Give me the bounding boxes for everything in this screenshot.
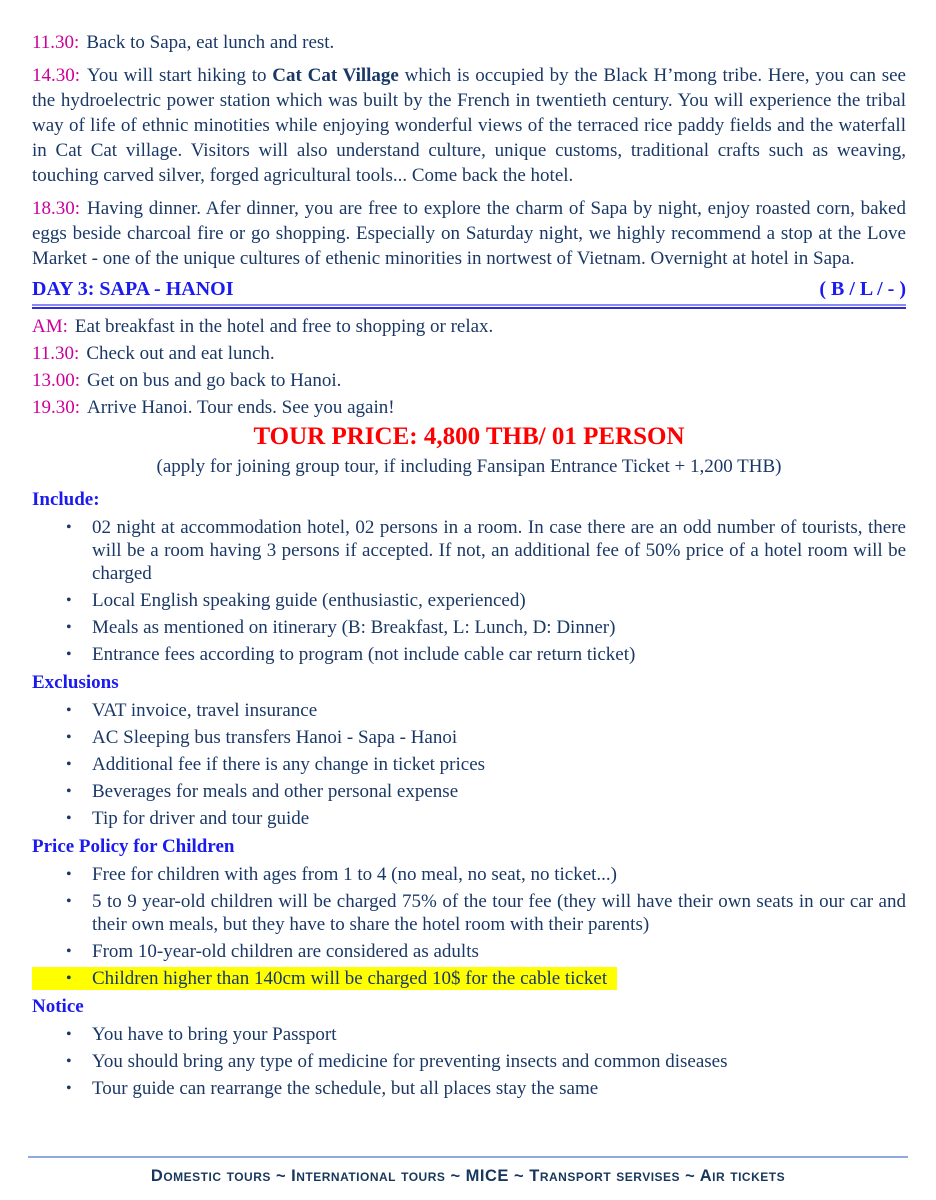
section-heading-notice: Notice [32, 996, 84, 1017]
list-item [32, 780, 906, 803]
list-item [32, 726, 906, 749]
exclusions-list [32, 699, 906, 830]
list-item [32, 699, 906, 722]
list-item-text: • 5 to 9 year-old children will be charged 75% of the tour fee (they will have their own seats in our car and their own meals, but they have to share the hotel room with their parents) [92, 891, 906, 935]
tour-price-note: (apply for joining group tour, if including Fansipan Entrance Ticket + 1,200 THB) [156, 456, 782, 477]
price-policy-list [32, 863, 906, 990]
list-item [32, 1050, 906, 1073]
list-item-text: • VAT invoice, travel insurance [92, 700, 318, 721]
itinerary-entry [32, 63, 906, 188]
list-item [32, 753, 906, 776]
itinerary-entry [32, 30, 906, 55]
section-heading-exclusions: Exclusions [32, 672, 119, 693]
list-item-text: • Children higher than 140cm will be charged 10$ for the cable ticket [92, 968, 608, 989]
list-item [32, 1023, 906, 1046]
time-label: 14.30: [32, 65, 81, 86]
entry-text: Eat breakfast in the hotel and free to shopping or relax. [74, 316, 494, 337]
include-list [32, 516, 906, 666]
day-3-header [32, 277, 906, 304]
list-item-text: • Additional fee if there is any change in ticket prices [92, 754, 486, 775]
list-item-text: • Tour guide can rearrange the schedule, but all places stay the same [92, 1078, 599, 1099]
itinerary-entry [32, 341, 906, 366]
list-item-text: • Entrance fees according to program (not include cable car return ticket) [92, 644, 636, 665]
highlighted-list-item [32, 967, 617, 990]
day-header-underline [32, 304, 906, 309]
time-label: 18.30: [32, 198, 81, 219]
list-item [32, 890, 906, 936]
list-item-text: • Free for children with ages from 1 to 4 (no meal, no seat, no ticket...) [92, 864, 617, 885]
list-item [32, 1077, 906, 1100]
time-label: 11.30: [32, 343, 80, 364]
list-item-text: • 02 night at accommodation hotel, 02 persons in a room. In case there are an odd number of tourists, there will be a room having 3 persons if accepted. If not, an additional fee of 50% price of a hotel room will be charged [92, 517, 906, 584]
itinerary-entry [32, 395, 906, 420]
entry-text: Get on bus and go back to Hanoi. [87, 370, 342, 391]
time-label: AM: [32, 316, 68, 337]
meal-plan: ( B / L / - ) [819, 278, 906, 300]
list-item-text: • You have to bring your Passport [92, 1024, 337, 1045]
list-item-text: • You should bring any type of medicine for preventing insects and common diseases [92, 1051, 728, 1072]
entry-text: Check out and eat lunch. [86, 343, 275, 364]
tour-price-title: TOUR PRICE: 4,800 THB/ 01 PERSON [253, 423, 685, 450]
itinerary-entry [32, 368, 906, 393]
notice-list [32, 1023, 906, 1100]
itinerary-entry [32, 196, 906, 271]
list-item-text: • Local English speaking guide (enthusiastic, experienced) [92, 590, 526, 611]
footer-divider-line [28, 1156, 908, 1158]
entry-text: Back to Sapa, eat lunch and rest. [86, 32, 335, 53]
list-item-text: • Tip for driver and tour guide [92, 808, 310, 829]
list-item [32, 807, 906, 830]
entry-text: Arrive Hanoi. Tour ends. See you again! [87, 397, 395, 418]
day-title: DAY 3: SAPA - HANOI [32, 278, 234, 300]
page-footer [28, 1156, 908, 1186]
itinerary-entry [32, 314, 906, 339]
place-name-bold: Cat Cat Village [272, 65, 399, 86]
list-item-text: • AC Sleeping bus transfers Hanoi - Sapa - Hanoi [92, 727, 458, 748]
list-item [32, 863, 906, 886]
list-item-text: • Beverages for meals and other personal expense [92, 781, 459, 802]
list-item [32, 589, 906, 612]
entry-text: which is occupied by the Black H’mong tribe. Here, you can see the hydroelectric power station which was built by the French in twentieth century. You will experience the tribal way of life of ethnic minotities while enjoying wonderful views of the terraced rice paddy fields and the waterfall in Cat Cat village. Visitors will also understand culture, unique customs, traditional crafts such as weaving, touching carved silver, forged agricultural tools... Come back the hotel. [32, 65, 906, 186]
entry-text: You will start hiking to [87, 65, 273, 86]
time-label: 13.00: [32, 370, 81, 391]
day-3-itinerary [32, 314, 906, 420]
list-item [32, 616, 906, 639]
list-item [32, 516, 906, 585]
list-item [32, 940, 906, 963]
section-heading-include: Include: [32, 489, 100, 510]
list-item-text: • From 10-year-old children are considered as adults [92, 941, 479, 962]
list-item-text: • Meals as mentioned on itinerary (B: Breakfast, L: Lunch, D: Dinner) [92, 617, 616, 638]
list-item [32, 643, 906, 666]
entry-text: Having dinner. Afer dinner, you are free to explore the charm of Sapa by night, enjoy roasted corn, baked eggs beside charcoal fire or go shopping. Especially on Saturday night, we highly recommend a stop at the Love Market - one of the unique cultures of ethenic minorities in nortwest of Vietnam. Overnight at hotel in Sapa. [32, 198, 906, 269]
time-label: 19.30: [32, 397, 81, 418]
section-heading-price-policy: Price Policy for Children [32, 836, 235, 857]
time-label: 11.30: [32, 32, 80, 53]
footer-services: Domestic tours ~ International tours ~ MICE ~ Transport servises ~ Air tickets [150, 1167, 786, 1185]
